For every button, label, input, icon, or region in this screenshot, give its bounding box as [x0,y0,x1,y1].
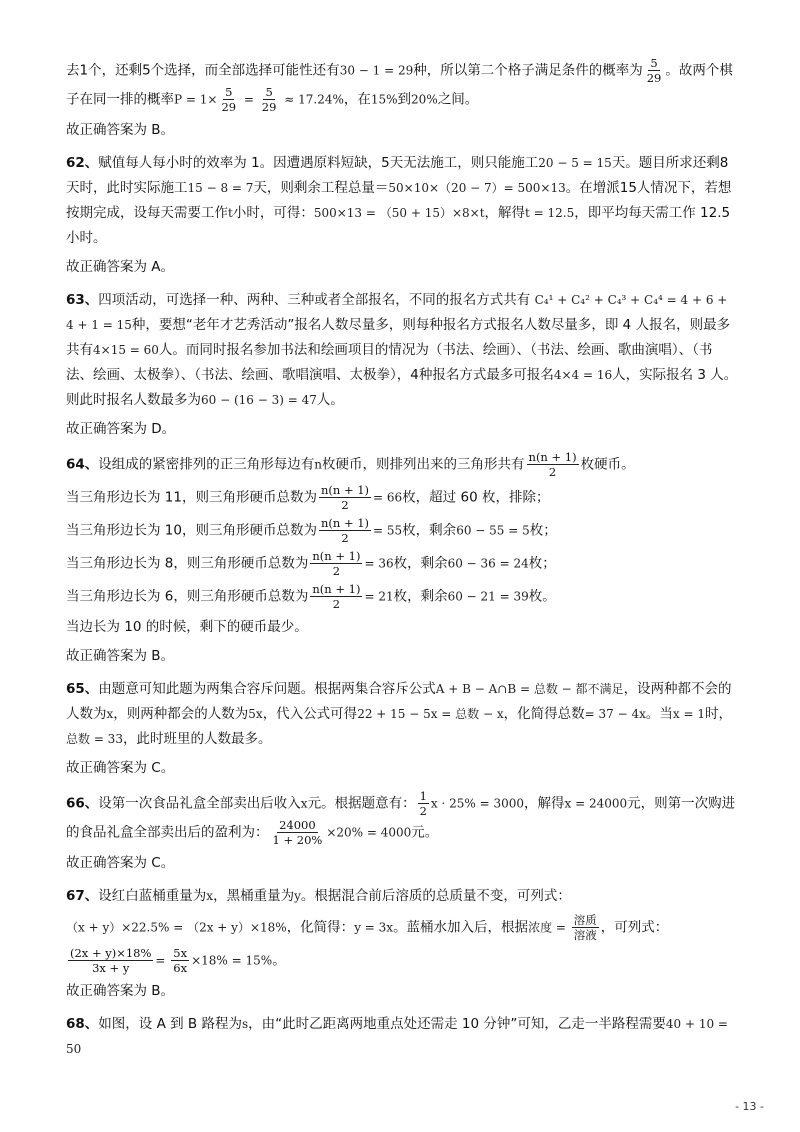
math-expression: ≈ 17.24% [280,92,344,107]
text-run: 故正确答案为 A。 [66,259,175,275]
fraction [68,946,153,975]
answer-line [66,851,738,876]
math-expression: ×20% = 4000 [326,825,412,840]
fraction-numerator: 5 [225,85,233,99]
fraction-denominator: 29 [646,71,662,85]
fraction [310,582,362,611]
text-run: 小时，可得： [232,205,314,221]
paragraph [66,677,738,752]
text-run: 枚，剩余 [402,522,457,539]
math-expression: x = 1 [672,707,705,721]
math-expression: 500×13 = （50 + 15）×8×t [313,206,485,220]
math-expression: s [241,1017,249,1031]
text-run: 人，实际报名 3 人。则此时报名人数最多为 [66,367,738,408]
answer-line [66,255,738,280]
fraction-denominator: 1 + 20% [272,833,323,847]
paragraph [66,516,738,545]
math-expression: 60 − (16 − 3) = 47 [201,393,317,407]
math-expression: 浓度 = [528,920,570,935]
fraction-denominator: 2 [332,597,341,611]
text-run: ，设两种都不会的人数为 [66,681,732,722]
paragraph [66,56,738,114]
text-run: ，在 [343,91,371,108]
question-number: 66、 [66,795,99,812]
text-run: ，化简得总数 [503,706,585,722]
math-expression: = 55 [373,523,403,538]
paragraph [66,913,738,942]
math-expression: y [294,889,301,903]
math-expression: x · 25% = 3000 [430,796,525,811]
math-expression: t [228,206,233,220]
math-expression: 15 − 8 = 7 [187,181,254,195]
paragraph [66,151,738,251]
text-run: 当三角形边长为 6，则三角形硬币总数为 [66,588,309,605]
text-run: 故正确答案为 B。 [66,648,175,664]
math-expression: 40 + 10 = 50 [66,1017,728,1056]
answer-line [66,644,738,669]
math-expression: y = 3x [354,920,394,935]
text-run: 枚，剩余 [393,555,448,572]
math-expression: 60 − 36 = 24 [447,556,529,571]
text-run: 故正确答案为 B。 [66,122,175,138]
fraction-denominator: 2 [341,531,349,545]
document-body [66,56,738,1066]
text-run: 时， [704,706,732,722]
answer-line [66,979,738,1004]
math-expression: x [300,796,308,811]
page-number: - 13 - [735,1100,764,1113]
answer-line [66,756,738,781]
text-run: 赋值每人每小时的效率为 1。因遭遇原料短缺，5天无法施工，则只能施工 [98,155,539,171]
fraction [219,85,238,114]
paragraph [66,483,738,512]
text-run: 设第一次食品礼盒全部卖出后收入 [98,795,301,812]
fraction-numerator: n(n + 1) [528,450,577,464]
fraction [171,946,189,975]
fraction-numerator: n(n + 1) [320,516,370,530]
text-run: 。根据混合前后溶质的总质量不变，可列式： [300,888,571,904]
fraction-denominator: 6x [173,961,188,975]
paragraph [66,789,738,847]
text-run: 种，要想“老年才艺秀活动”报名人数尽量多，则每种报名方式报名人数尽量多，即 4 人报名，则最多共有 [66,317,731,358]
fraction-numerator: 5 [650,56,658,70]
math-expression: = 66 [373,490,403,505]
question-number: 62、 [66,155,99,171]
fraction-denominator: 3x + y [92,961,130,975]
math-expression: = 37 − 4x [584,707,646,721]
text-run: 当边长为 10 的时候，剩下的硬币最少。 [66,619,308,635]
fraction-numerator: 5 [265,85,273,99]
text-run: 枚。 [528,588,556,605]
text-run: 元。根据题意有： [307,795,416,812]
fraction-numerator: (2x + y)×18% [70,946,152,960]
text-run: ，由“此时乙距离两地重点处还需走 10 分钟”可知，乙走一半路程需要 [248,1016,666,1032]
text-run: 。故两个棋子在同一排的概率 [66,62,733,108]
fraction [319,516,371,545]
text-run: ，此时班里的人数最多。 [122,731,272,747]
paragraph [66,450,738,479]
math-expression: 60 − 21 = 39 [447,589,529,604]
math-expression: t = 12.5 [525,206,575,220]
fraction [527,450,579,479]
math-expression: 20 − 5 = 15 [538,156,612,170]
math-expression: = 36 [364,556,394,571]
paragraph [66,884,738,909]
text-run: 当三角形边长为 8，则三角形硬币总数为 [66,555,309,572]
text-run: 故正确答案为 D。 [66,421,176,437]
math-expression: C₄¹ + C₄² + C₄³ + C₄⁴ = 4 + 6 + 4 + 1 = 15 [66,293,728,332]
math-expression: 22 + 15 − 5x = 总数 − x [357,707,504,721]
text-run: 枚硬币，则排列出来的三角形共有 [322,456,525,473]
answer-line [66,417,738,442]
paragraph [66,615,738,640]
text-run: ，代入公式可得 [262,706,358,722]
text-run: ，即平均每天需工作 12.5 小时。 [66,205,731,246]
math-expression: 4×4 = 16 [553,368,613,382]
text-run: 枚； [528,555,556,572]
text-run: 之间。 [437,91,479,108]
math-expression: P = 1× [174,92,218,107]
fraction-denominator: 29 [221,100,237,114]
text-run: ，化简得： [286,919,355,936]
math-expression: 总数 = 33 [66,732,123,746]
math-expression: n [314,457,323,472]
text-run: 当三角形边长为 10，则三角形硬币总数为 [66,522,317,539]
text-run: 设红白蓝桶重量为 [98,888,207,904]
fraction-numerator: 5x [173,946,188,960]
fraction-numerator: n(n + 1) [312,549,361,563]
fraction-denominator: 29 [261,100,277,114]
math-expression: 50×10×（20 − 7）= 500×13 [388,181,566,195]
text-run: 故正确答案为 C。 [66,855,175,871]
text-run: 。在增派15人情况下，若想按期完成，设每天需要工作 [66,180,732,221]
text-run: 。蓝桶水加入后，根据 [393,919,529,936]
text-run: 由题意可知此题为两集合容斥问题。根据两集合容斥公式 [98,681,436,697]
text-run: 枚，超过 60 枚，排除； [402,489,550,506]
fraction [572,913,599,942]
text-run: 故正确答案为 C。 [66,760,175,776]
fraction-numerator: n(n + 1) [320,483,370,497]
text-run: 天。题目所求还剩8天时，此时实际施工 [66,155,729,196]
fraction-numerator: 1 [419,789,427,803]
fraction-numerator: n(n + 1) [312,582,361,596]
math-expression: 15% [370,92,398,107]
text-run: 。当 [645,706,673,722]
text-run: 。 [272,952,286,969]
text-run: 枚，剩余 [393,588,448,605]
question-number: 64、 [66,456,99,473]
question-number: 67、 [66,888,99,904]
fraction-denominator: 溶液 [573,928,597,942]
math-expression: A + B − A∩B = 总数 − 都不满足 [435,682,624,696]
fraction [319,483,371,512]
math-expression: = [240,92,258,107]
fraction [418,789,429,818]
paragraph [66,582,738,611]
text-run: 设组成的紧密排列的正三角形每边有 [98,456,315,473]
math-expression: = 21 [364,589,394,604]
text-run: ，则两种都会的人数为 [113,706,249,722]
text-run: 人。而同时报名参加书法和绘画项目的情况为（书法、绘画）、（书法、绘画、歌曲演唱）、（书法、绘画、太极拳）、（书法、绘画、歌唱演唱、太极拳），4种报名方式最多可报名 [66,342,713,383]
text-run: 元，则第一次购进的食品礼盒全部卖出后的盈利为： [66,795,736,841]
math-expression: x = 24000 [564,796,628,811]
math-expression: （x + y）×22.5% = （2x + y）×18% [66,920,287,935]
fraction-denominator: 2 [341,498,349,512]
fraction [271,818,325,847]
text-run: 故正确答案为 B。 [66,983,175,999]
math-expression: x [106,707,114,721]
math-expression: 30 − 1 = 29 [339,63,414,78]
text-run: ，可列式： [600,919,669,936]
text-run: 到 [397,91,412,108]
fraction-denominator: 2 [332,564,341,578]
fraction [260,85,279,114]
text-run: 天，则剩余工程总量＝ [253,180,389,196]
fraction [645,56,664,85]
fraction [310,549,362,578]
fraction-numerator: 24000 [279,818,316,832]
text-run: 枚； [529,522,557,539]
text-run: 四项活动，可选择一种、两种、三种或者全部报名，不同的报名方式共有 [98,292,535,308]
text-run: ，解得 [524,795,565,812]
question-number: 63、 [66,292,99,308]
math-expression: x [206,889,214,903]
fraction-denominator: 2 [548,465,557,479]
text-run: 枚硬币。 [580,456,635,473]
text-run: 种，所以第二个格子满足条件的概率为 [413,62,643,79]
text-run: 去1个，还剩5个选择，而全部选择可能性还有 [66,62,340,79]
math-expression: = [155,953,170,968]
fraction-denominator: 2 [419,804,427,818]
text-run: 人。 [316,392,344,408]
math-expression: 20% [411,92,438,107]
text-run: ，黑桶重量为 [213,888,295,904]
paragraph [66,549,738,578]
question-number: 68、 [66,1016,99,1032]
paragraph [66,288,738,413]
text-run: 如图，设 A 到 B 路程为 [98,1016,242,1032]
fraction-numerator: 溶质 [573,913,597,927]
text-run: ，解得 [484,205,526,221]
text-run: 当三角形边长为 11，则三角形硬币总数为 [66,489,317,506]
paragraph [66,1012,738,1062]
answer-line [66,118,738,143]
math-expression: 5x [248,707,263,721]
math-expression: 60 − 55 = 5 [456,523,530,538]
question-number: 65、 [66,681,99,697]
math-expression: ×18% = 15% [191,953,273,968]
text-run: 元。 [411,824,439,841]
paragraph [66,946,738,975]
math-expression: 4×15 = 60 [93,343,159,357]
